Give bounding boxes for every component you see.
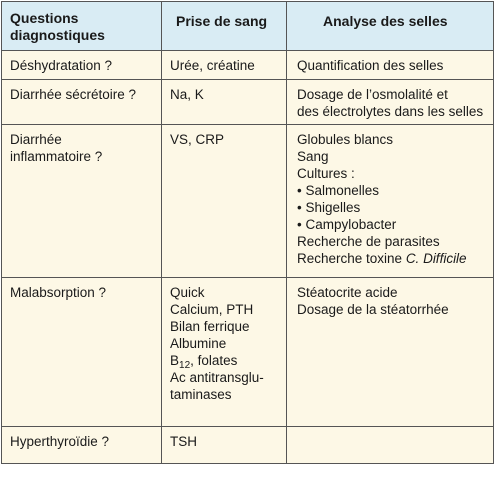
cell-text: des électrolytes dans les selles: [297, 104, 484, 119]
cell-text: Hyperthyroïdie ?: [10, 434, 110, 449]
table-row: [2, 80, 494, 125]
cell-stool: [287, 80, 494, 125]
cell-question: [2, 80, 162, 125]
cell-blood: [162, 427, 287, 464]
cell-text: Diarrhée: [10, 132, 62, 147]
cell-text: Quick: [170, 285, 205, 300]
cell-text: Globules blancs: [297, 132, 394, 147]
cell-text: Ac antitransglu-: [170, 370, 264, 385]
cell-text: Quantification des selles: [297, 58, 444, 73]
cell-stool-empty: [287, 427, 494, 464]
cell-text: [170, 352, 280, 369]
cell-text: TSH: [170, 434, 197, 449]
header-stool-analysis: Analyse des selles: [287, 2, 494, 51]
cell-question: [2, 427, 162, 464]
header-blood-test: Prise de sang: [162, 2, 287, 51]
table-row: [2, 278, 494, 427]
diagnostic-table: [1, 1, 494, 464]
table-row: [2, 125, 494, 278]
cell-text: Stéatocrite acide: [297, 285, 398, 300]
cell-text: Sang: [297, 149, 329, 164]
cell-blood: [162, 125, 287, 278]
cell-text: taminases: [170, 387, 232, 402]
header-questions-line: diagnostiques: [10, 27, 105, 43]
cell-text: Cultures :: [297, 166, 355, 181]
cell-text: Bilan ferrique: [170, 319, 250, 334]
cell-text-italic: C. Difficile: [405, 251, 467, 266]
cell-text: Calcium, PTH: [170, 302, 254, 317]
table-row: [2, 427, 494, 464]
cell-text: Recherche de parasites: [297, 234, 440, 249]
cell-text-subscript: 12: [179, 360, 191, 371]
cell-text: Déshydratation ?: [10, 58, 113, 73]
cell-text: Dosage de la stéatorrhée: [297, 302, 449, 317]
cell-text: Diarrhée sécrétoire ?: [10, 87, 137, 102]
cell-stool: [287, 278, 494, 427]
cell-text: Albumine: [170, 336, 227, 351]
table-header-row: [2, 2, 494, 51]
cell-text: [297, 250, 487, 267]
cell-text: Na, K: [170, 87, 204, 102]
cell-blood: [162, 80, 287, 125]
cell-question: [2, 278, 162, 427]
cell-blood: [162, 278, 287, 427]
cell-text: • Salmonelles: [297, 183, 380, 198]
cell-text: Urée, créatine: [170, 58, 255, 73]
cell-text-part: B: [170, 353, 180, 368]
header-questions-line: Questions: [10, 10, 79, 26]
cell-text: Malabsorption ?: [10, 285, 107, 300]
cell-stool: [287, 51, 494, 80]
cell-text: • Campylobacter: [297, 217, 397, 232]
cell-question: [2, 51, 162, 80]
cell-question: [2, 125, 162, 278]
cell-text: • Shigelles: [297, 200, 361, 215]
diagnostic-table-container: [1, 1, 493, 464]
cell-stool: [287, 125, 494, 278]
cell-text: inflammatoire ?: [10, 149, 103, 164]
cell-text: VS, CRP: [170, 132, 225, 147]
cell-text-part: , folates: [190, 353, 238, 368]
cell-blood: [162, 51, 287, 80]
cell-text: Dosage de l’osmolalité et: [297, 87, 448, 102]
header-questions: [2, 2, 162, 51]
cell-text-part: Recherche toxine: [297, 251, 406, 266]
table-row: [2, 51, 494, 80]
